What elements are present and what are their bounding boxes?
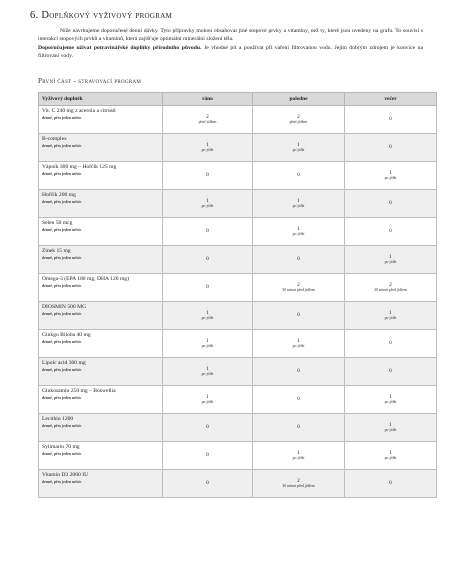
dose-count: 0 [206, 172, 209, 179]
dose-count: 1 [297, 337, 300, 344]
dose-count: 0 [389, 144, 392, 151]
dose-noon-cell [253, 245, 345, 273]
dose-evening-cell [345, 413, 437, 441]
supplement-dose: denně, přes jeden měsíc [42, 367, 82, 372]
supplement-dose: denně, přes jeden měsíc [42, 451, 82, 456]
dose-morning-cell [163, 413, 253, 441]
supplement-name: Selen 50 mcg [42, 219, 73, 226]
dose-note: před jídlem [289, 119, 308, 124]
dose-morning-cell [163, 301, 253, 329]
dose-count: 0 [206, 228, 209, 235]
supplement-name: Zinek 15 mg [42, 247, 71, 254]
intro-recommendation: Doporučujeme užívat potravinářské doplňky přírodního původu. [38, 44, 202, 51]
dose-morning-cell [163, 133, 253, 161]
dose-count: 0 [206, 452, 209, 459]
supplement-cell [39, 413, 163, 441]
supplement-dose: denně, přes jeden měsíc [42, 143, 82, 148]
dose-note: 30 minut před jídlem [282, 287, 315, 292]
header-supplement: Vyživový doplněk [39, 92, 163, 105]
dose-note: po jídle [292, 203, 305, 208]
intro-paragraph-1: Níže navrhujeme doporučené denní dávky. Tyto přípravky mohou obsahovat jiné stopové prvky a vitamíny, než ty, které jsou uvedeny na grafu. To souvisí s interakcí stopových prvků a vitamínů, která zajišťuje optimální minerální složení těla. [38, 28, 423, 43]
supplement-cell [39, 357, 163, 385]
dose-evening-cell [345, 189, 437, 217]
intro-paragraph-2 [38, 44, 423, 61]
dose-count: 2 [297, 113, 300, 120]
intro-text [30, 27, 439, 61]
supplement-dose: denně, přes jeden měsíc [42, 339, 82, 344]
supplement-dose: denně, přes jeden měsíc [42, 311, 82, 316]
table-row [39, 161, 437, 189]
dose-note: po jídle [384, 399, 397, 404]
dose-count: 1 [297, 197, 300, 204]
dose-count: 1 [297, 449, 300, 456]
dose-count: 0 [389, 116, 392, 123]
dose-morning-cell [163, 441, 253, 469]
dose-noon-cell [253, 133, 345, 161]
dose-evening-cell [345, 133, 437, 161]
supplement-name: Hořčík 200 mg [42, 191, 76, 198]
dose-count: 1 [297, 141, 300, 148]
table-row [39, 385, 437, 413]
supplement-dose: denně, přes jeden měsíc [42, 283, 82, 288]
supplement-name: Vit. C 240 mg z acerola a citrusů [42, 107, 116, 114]
dose-count: 0 [297, 424, 300, 431]
header-noon: poledne [253, 92, 345, 105]
table-row [39, 189, 437, 217]
supplement-cell [39, 329, 163, 357]
supplement-name: Lipoic acid 300 mg [42, 359, 86, 366]
supplement-dose: denně, přes jeden měsíc [42, 395, 82, 400]
dose-count: 1 [389, 449, 392, 456]
dose-morning-cell [163, 217, 253, 245]
dose-evening-cell [345, 273, 437, 301]
supplement-name: Ginkgo Biloba 40 mg [42, 331, 91, 338]
table-row [39, 217, 437, 245]
supplement-name: Vitamin D3 2000 IU [42, 471, 89, 478]
supplement-dose: denně, přes jeden měsíc [42, 171, 82, 176]
dose-note: 30 minut před jídlem [374, 287, 407, 292]
table-row [39, 105, 437, 133]
dose-note: po jídle [201, 343, 214, 348]
dose-note: po jídle [384, 259, 397, 264]
dose-noon-cell [253, 329, 345, 357]
dose-count: 1 [389, 421, 392, 428]
dose-noon-cell [253, 385, 345, 413]
dose-evening-cell [345, 385, 437, 413]
table-row [39, 469, 437, 497]
dose-note: před jídlem [198, 119, 217, 124]
dose-count: 1 [206, 365, 209, 372]
dose-morning-cell [163, 161, 253, 189]
dose-morning-cell [163, 329, 253, 357]
supplement-cell [39, 133, 163, 161]
supplement-dose: denně, přes jeden měsíc [42, 199, 82, 204]
dose-noon-cell [253, 161, 345, 189]
dose-count: 0 [389, 200, 392, 207]
supplement-dose: denně, přes jeden měsíc [42, 423, 82, 428]
dose-morning-cell [163, 105, 253, 133]
dose-note: 30 minut před jídlem [282, 483, 315, 488]
dose-count: 0 [206, 256, 209, 263]
table-row [39, 357, 437, 385]
dose-count: 1 [206, 337, 209, 344]
dose-count: 2 [389, 281, 392, 288]
dose-count: 1 [206, 393, 209, 400]
dose-note: po jídle [292, 455, 305, 460]
dose-count: 0 [206, 424, 209, 431]
supplement-name: Glukosamin 250 mg – Boswellia [42, 387, 116, 394]
section-heading: 6. Doplňkový vyživový program [30, 10, 173, 21]
dose-morning-cell [163, 469, 253, 497]
dose-note: po jídle [201, 203, 214, 208]
dose-noon-cell [253, 357, 345, 385]
table-row [39, 413, 437, 441]
dose-evening-cell [345, 245, 437, 273]
supplement-dose: denně, přes jeden měsíc [42, 255, 82, 260]
dose-count: 0 [389, 340, 392, 347]
header-evening: večer [345, 92, 437, 105]
dose-note: po jídle [201, 315, 214, 320]
dose-count: 1 [206, 141, 209, 148]
dose-morning-cell [163, 189, 253, 217]
table-row [39, 245, 437, 273]
supplement-cell [39, 469, 163, 497]
dose-note: po jídle [201, 371, 214, 376]
supplement-cell [39, 245, 163, 273]
supplement-cell [39, 105, 163, 133]
dose-count: 0 [389, 480, 392, 487]
dose-count: 0 [297, 396, 300, 403]
dose-evening-cell [345, 441, 437, 469]
dose-morning-cell [163, 357, 253, 385]
table-row [39, 441, 437, 469]
dose-evening-cell [345, 329, 437, 357]
dose-count: 1 [297, 225, 300, 232]
dose-count: 1 [389, 393, 392, 400]
supplement-name: DIOSMIN 500 MG [42, 303, 87, 310]
supplement-dose: denně, přes jeden měsíc [42, 479, 82, 484]
supplement-name: Sylimarin 70 mg [42, 443, 80, 450]
dose-noon-cell [253, 105, 345, 133]
dose-count: 0 [297, 172, 300, 179]
supplement-dose: denně, přes jeden měsíc [42, 227, 82, 232]
supplement-name: Omega-3 (EPA 180 mg, DHA 120 mg) [42, 275, 129, 282]
dose-count: 1 [206, 309, 209, 316]
dose-count: 0 [297, 368, 300, 375]
dose-count: 0 [389, 228, 392, 235]
dose-note: po jídle [384, 455, 397, 460]
dose-count: 1 [389, 309, 392, 316]
dose-morning-cell [163, 385, 253, 413]
supplement-dose: denně, přes jeden měsíc [42, 115, 82, 120]
dose-morning-cell [163, 273, 253, 301]
dose-evening-cell [345, 105, 437, 133]
dose-evening-cell [345, 161, 437, 189]
supplement-name: Lecithin 1200 [42, 415, 74, 422]
supplement-cell [39, 385, 163, 413]
table-body [39, 105, 437, 497]
table-row [39, 301, 437, 329]
dose-note: po jídle [384, 315, 397, 320]
dose-count: 1 [206, 197, 209, 204]
dose-morning-cell [163, 245, 253, 273]
supplement-table [38, 92, 437, 498]
supplement-name: B-complex [42, 135, 67, 142]
supplement-cell [39, 301, 163, 329]
dose-note: po jídle [292, 343, 305, 348]
dose-count: 2 [206, 113, 209, 120]
dose-noon-cell [253, 413, 345, 441]
dose-count: 2 [297, 477, 300, 484]
dose-note: po jídle [292, 147, 305, 152]
supplement-cell [39, 161, 163, 189]
dose-count: 0 [206, 480, 209, 487]
dose-evening-cell [345, 469, 437, 497]
dose-evening-cell [345, 301, 437, 329]
supplement-name: Vápník 300 mg – Hořčík 125 mg [42, 163, 117, 170]
dose-evening-cell [345, 357, 437, 385]
dose-note: po jídle [201, 399, 214, 404]
dose-note: po jídle [384, 427, 397, 432]
dose-note: po jídle [292, 231, 305, 236]
dose-noon-cell [253, 217, 345, 245]
dose-noon-cell [253, 301, 345, 329]
dose-count: 2 [297, 281, 300, 288]
dose-noon-cell [253, 189, 345, 217]
dose-count: 0 [389, 368, 392, 375]
dose-count: 0 [206, 284, 209, 291]
intro-paragraph-2-rest: Je vhodné pít a používat při vaření filtrovanou vodu. Jejím dobrým zdrojem je konvice na filtrování vody. [38, 44, 423, 60]
dose-noon-cell [253, 469, 345, 497]
supplement-cell [39, 273, 163, 301]
subsection-heading: První část - stravovací program [38, 76, 142, 85]
table-row [39, 329, 437, 357]
dose-count: 1 [389, 169, 392, 176]
supplement-cell [39, 217, 163, 245]
supplement-cell [39, 189, 163, 217]
dose-note: po jídle [201, 147, 214, 152]
table-row [39, 273, 437, 301]
supplement-cell [39, 441, 163, 469]
dose-evening-cell [345, 217, 437, 245]
dose-count: 1 [389, 253, 392, 260]
table-row [39, 133, 437, 161]
header-morning: ráno [163, 92, 253, 105]
table-header-row [39, 92, 437, 105]
dose-noon-cell [253, 441, 345, 469]
dose-noon-cell [253, 273, 345, 301]
dose-note: po jídle [384, 175, 397, 180]
dose-count: 0 [297, 312, 300, 319]
dose-count: 0 [297, 256, 300, 263]
